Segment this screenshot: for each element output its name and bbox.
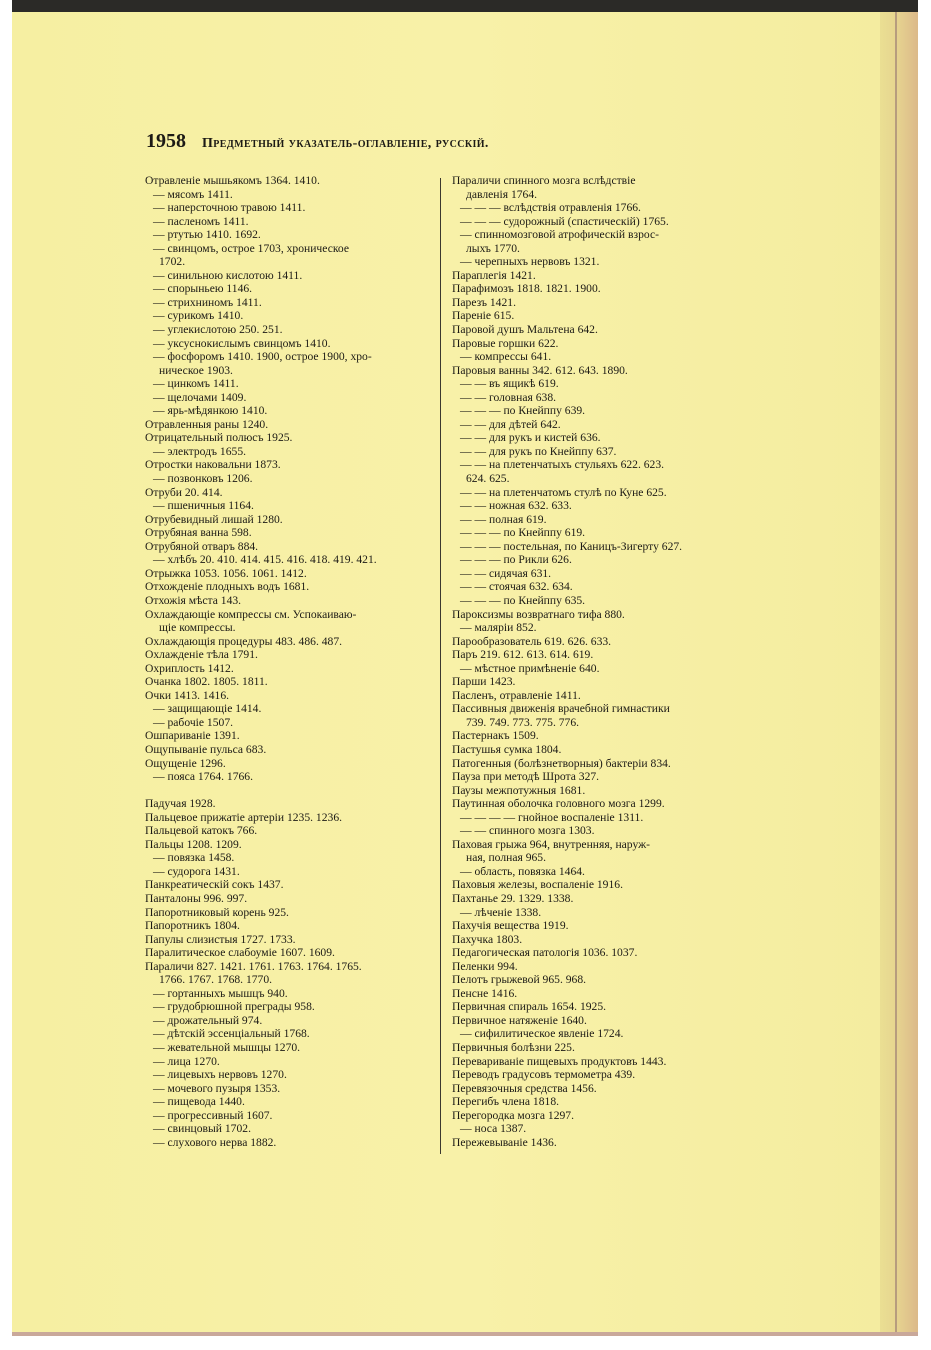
index-entry: — компрессы 641.	[460, 350, 552, 364]
index-entry: — пояса 1764. 1766.	[153, 770, 254, 784]
index-entry: — маляріи 852.	[460, 621, 537, 635]
index-entry: — позвонковъ 1206.	[153, 472, 253, 486]
index-entry: — — головная 638.	[460, 390, 557, 404]
index-entry: — ртутью 1410. 1692.	[153, 228, 261, 242]
index-entry: Парши 1423.	[452, 675, 516, 689]
blank-line	[145, 784, 437, 798]
index-entry: Охлаждающія процедуры 483. 486. 487.	[145, 634, 343, 648]
index-entry: — — сидячая 631.	[460, 566, 552, 580]
index-entry: — мясомъ 1411.	[153, 187, 233, 201]
index-entry: Паровой душъ Мальтена 642.	[452, 323, 598, 337]
index-entry: — рабочіе 1507.	[153, 715, 234, 729]
index-entry: — — — по Кнейппу 639.	[460, 404, 586, 418]
index-entry: Парообразователь 619. 626. 633.	[452, 634, 612, 648]
index-entry: Панкреатическій сокъ 1437.	[145, 878, 284, 892]
index-entry: щіе компрессы.	[159, 621, 236, 635]
index-entry: — грудобрюшной преграды 958.	[153, 1000, 315, 1014]
index-entry: — — для рукъ и кистей 636.	[460, 431, 601, 445]
index-entry: давленія 1764.	[466, 187, 538, 201]
index-entry: ная, полная 965.	[466, 851, 546, 865]
index-entry: — сифилитическое явленіе 1724.	[460, 1027, 624, 1041]
index-entry: Пахучка 1803.	[452, 932, 523, 946]
index-entry: Панталоны 996. 997.	[145, 891, 248, 905]
index-entry: Отруби 20. 414.	[145, 485, 223, 499]
index-entry: — свинцомъ, острое 1703, хроническое	[153, 241, 349, 255]
index-entry: Пальцевой катокъ 766.	[145, 824, 258, 838]
index-entry: — область, повязка 1464.	[460, 864, 585, 878]
index-entry: 1702.	[159, 255, 186, 269]
index-entry: Пахучія вещества 1919.	[452, 919, 569, 933]
index-entry: — — на плетенчатомъ стулѣ по Куне 625.	[460, 485, 667, 499]
column-divider	[440, 178, 441, 1154]
index-entry: Пастернакъ 1509.	[452, 729, 539, 743]
index-entry: Пастушья сумка 1804.	[452, 742, 562, 756]
index-entry: — хлѣбъ 20. 410. 414. 415. 416. 418. 419. 421.	[153, 553, 377, 567]
index-entry: Парезъ 1421.	[452, 295, 516, 309]
page-number: 1958	[146, 130, 186, 152]
index-entry: Параплегія 1421.	[452, 268, 536, 282]
index-entry: Ошпариваніе 1391.	[145, 729, 240, 743]
index-entry: — — — — гнойное воспаленіе 1311.	[460, 810, 644, 824]
index-entry: — — для рукъ по Кнейппу 637.	[460, 444, 617, 458]
index-entry: Отхожденіе плодныхъ водъ 1681.	[145, 580, 310, 594]
index-entry: — спорыньею 1146.	[153, 282, 253, 296]
index-entry: Пауза при методѣ Шрота 327.	[452, 770, 600, 784]
index-entry: — уксуснокислымъ свинцомъ 1410.	[153, 336, 331, 350]
index-column-left	[145, 174, 437, 1149]
index-entry: Ощущеніе 1296.	[145, 756, 226, 770]
index-entry: — судорога 1431.	[153, 864, 240, 878]
index-entry: Первичная спираль 1654. 1925.	[452, 1000, 607, 1014]
index-entry: Отхожія мѣста 143.	[145, 593, 242, 607]
index-entry: — — — по Рикли 626.	[460, 553, 572, 567]
index-entry: Паховыя железы, воспаленіе 1916.	[452, 878, 623, 892]
index-entry: Ощупываніе пульса 683.	[145, 742, 267, 756]
index-entry: Падучая 1928.	[145, 797, 216, 811]
index-entry: — — — постельная, по Каницъ-Зигерту 627.	[460, 539, 683, 553]
index-entry: Охриплость 1412.	[145, 661, 234, 675]
index-entry: Перевязочныя средства 1456.	[452, 1081, 597, 1095]
index-entry: — мочевого пузыря 1353.	[153, 1081, 281, 1095]
index-entry: — лицевыхъ нервовъ 1270.	[153, 1068, 287, 1082]
index-entry: — наперсточною травою 1411.	[153, 201, 306, 215]
index-entry: — — въ ящикѣ 619.	[460, 377, 559, 391]
index-entry: — дѣтскій эссенціальный 1768.	[153, 1027, 310, 1041]
index-entry: Перевариваніе пищевыхъ продуктовъ 1443.	[452, 1054, 667, 1068]
index-entry: — лица 1270.	[153, 1054, 220, 1068]
index-entry: — цинкомъ 1411.	[153, 377, 239, 391]
index-entry: Пассивныя движенія врачебной гимнастики	[452, 702, 670, 716]
index-entry: Паутинная оболочка головного мозга 1299.	[452, 797, 665, 811]
page-header	[146, 130, 746, 153]
index-entry: Отрубевидный лишай 1280.	[145, 512, 283, 526]
index-entry: лыхъ 1770.	[466, 241, 520, 255]
index-entry: Пароксизмы возвратнаго тифа 880.	[452, 607, 625, 621]
index-entry: — пшеничныя 1164.	[153, 499, 254, 513]
index-entry: Пеленки 994.	[452, 959, 518, 973]
index-entry: Отрыжка 1053. 1056. 1061. 1412.	[145, 566, 307, 580]
index-entry: Охлажденіе тѣла 1791.	[145, 648, 258, 662]
index-entry: — — — судорожный (спастическій) 1765.	[460, 214, 669, 228]
index-entry: Пареніе 615.	[452, 309, 515, 323]
index-entry: — электродъ 1655.	[153, 444, 247, 458]
index-entry: — защищающіе 1414.	[153, 702, 262, 716]
index-entry: — сурикомъ 1410.	[153, 309, 244, 323]
index-entry: — — — по Кнейппу 635.	[460, 593, 586, 607]
index-entry: Патогенныя (болѣзнетворныя) бактеріи 834.	[452, 756, 671, 770]
index-entry: — — ножная 632. 633.	[460, 499, 572, 513]
index-entry: — мѣстное примѣненіе 640.	[460, 661, 600, 675]
index-entry: — носа 1387.	[460, 1122, 527, 1136]
index-entry: — — — вслѣдствія отравленія 1766.	[460, 201, 641, 215]
index-entry: 739. 749. 773. 775. 776.	[466, 715, 580, 729]
index-entry: Паховая грыжа 964, внутренняя, наруж-	[452, 837, 650, 851]
index-entry: — свинцовый 1702.	[153, 1122, 251, 1136]
index-entry: — ярь-мѣдянкою 1410.	[153, 404, 268, 418]
index-entry: — щелочами 1409.	[153, 390, 247, 404]
index-entry: — — — по Кнейппу 619.	[460, 526, 586, 540]
page-title: Предметный указатель-оглавленіе, русскій.	[202, 136, 489, 151]
index-column-right	[452, 174, 752, 1149]
index-entry: Паралитическое слабоуміе 1607. 1609.	[145, 946, 335, 960]
index-entry: Перегибъ члена 1818.	[452, 1095, 560, 1109]
index-entry: Пелотъ грыжевой 965. 968.	[452, 973, 587, 987]
index-entry: — — спинного мозга 1303.	[460, 824, 595, 838]
index-entry: Параличи спинного мозга вслѣдствіе	[452, 174, 636, 187]
index-entry: — лѣченіе 1338.	[460, 905, 542, 919]
index-entry: — черепныхъ нервовъ 1321.	[460, 255, 600, 269]
index-entry: — жевательной мышцы 1270.	[153, 1041, 301, 1054]
page-edge-line	[895, 12, 897, 1332]
index-entry: Первичное натяженіе 1640.	[452, 1013, 587, 1027]
index-entry: Пахтанье 29. 1329. 1338.	[452, 891, 574, 905]
index-entry: — повязка 1458.	[153, 851, 235, 865]
index-entry: — пасленомъ 1411.	[153, 214, 249, 228]
index-entry: Пасленъ, отравленіе 1411.	[452, 688, 581, 702]
index-entry: Отрицательный полюсъ 1925.	[145, 431, 293, 445]
index-entry: — спинномозговой атрофическій взрос-	[460, 228, 659, 242]
index-entry: Первичныя болѣзни 225.	[452, 1041, 575, 1054]
index-entry: Очки 1413. 1416.	[145, 688, 230, 702]
index-entry: Очанка 1802. 1805. 1811.	[145, 675, 268, 689]
index-entry: Пальцы 1208. 1209.	[145, 837, 242, 851]
index-entry: Паузы межпотужныя 1681.	[452, 783, 586, 797]
index-entry: Отравленныя раны 1240.	[145, 417, 269, 431]
index-entry: 624. 625.	[466, 472, 510, 486]
index-entry: — углекислотою 250. 251.	[153, 323, 283, 337]
index-entry: Папулы слизистыя 1727. 1733.	[145, 932, 296, 946]
index-entry: — фосфоромъ 1410. 1900, острое 1900, хро-	[153, 350, 372, 364]
index-entry: Паръ 219. 612. 613. 614. 619.	[452, 648, 594, 662]
index-entry: — — стоячая 632. 634.	[460, 580, 573, 594]
index-entry: — пищевода 1440.	[153, 1095, 245, 1109]
index-entry: Педагогическая патологія 1036. 1037.	[452, 946, 638, 960]
index-entry: Переводъ градусовъ термометра 439.	[452, 1068, 636, 1082]
index-entry: Паровыя ванны 342. 612. 643. 1890.	[452, 363, 628, 377]
index-entry: Парафимозъ 1818. 1821. 1900.	[452, 282, 601, 296]
index-entry: — синильною кислотою 1411.	[153, 268, 303, 282]
index-entry: Паровые горшки 622.	[452, 336, 559, 350]
index-entry: — дрожательный 974.	[153, 1013, 263, 1027]
index-entry: Пенсне 1416.	[452, 986, 518, 1000]
index-entry: Отрубяной отваръ 884.	[145, 539, 259, 553]
index-entry: — — полная 619.	[460, 512, 547, 526]
index-entry: ническое 1903.	[159, 363, 233, 377]
index-entry: Отростки наковальни 1873.	[145, 458, 281, 472]
index-entry: Папоротниковый корень 925.	[145, 905, 289, 919]
index-entry: Охлаждающіе компрессы см. Успокаиваю-	[145, 607, 357, 621]
page-edge-shadow	[880, 12, 918, 1332]
index-entry: Отравленіе мышьякомъ 1364. 1410.	[145, 174, 320, 187]
index-entry: Отрубяная ванна 598.	[145, 526, 252, 540]
index-entry: — стрихниномъ 1411.	[153, 295, 262, 309]
index-entry: 1766. 1767. 1768. 1770.	[159, 973, 273, 987]
index-entry: — гортанныхъ мышцъ 940.	[153, 986, 288, 1000]
index-entry: Перегородка мозга 1297.	[452, 1108, 574, 1122]
index-entry: Пережевываніе 1436.	[452, 1135, 557, 1149]
index-entry: Пальцевое прижатіе артеріи 1235. 1236.	[145, 810, 343, 824]
page-bottom-edge	[12, 1332, 918, 1336]
index-entry: Папоротникъ 1804.	[145, 919, 240, 933]
index-entry: — — на плетенчатыхъ стульяхъ 622. 623.	[460, 458, 665, 472]
index-entry: — — для дѣтей 642.	[460, 417, 561, 431]
index-entry: — слухового нерва 1882.	[153, 1135, 277, 1149]
index-entry: Параличи 827. 1421. 1761. 1763. 1764. 1765.	[145, 959, 362, 973]
index-entry: — прогрессивный 1607.	[153, 1108, 273, 1122]
